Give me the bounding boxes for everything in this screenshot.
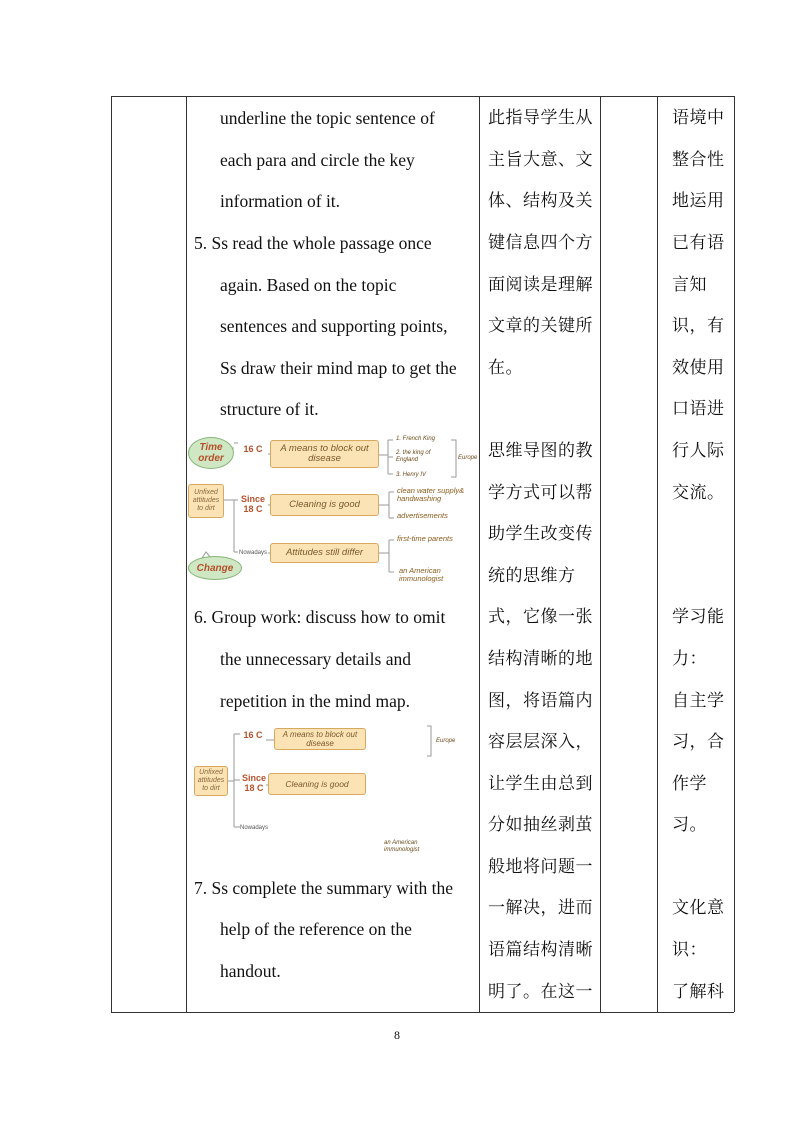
procedure-line: again. Based on the topic	[220, 275, 397, 295]
objective-line: 地运用	[672, 191, 725, 211]
procedure-line: information of it.	[220, 191, 341, 211]
rationale-line: 主旨大意、文	[488, 150, 593, 170]
rationale-line: 键信息四个方	[488, 233, 593, 253]
change-bubble: Change	[188, 556, 242, 580]
objective-line: 交流。	[672, 483, 725, 503]
procedure-line: Ss draw their mind map to get the	[220, 358, 457, 378]
leaf-label: advertisements	[397, 511, 448, 520]
rationale-line: 结构清晰的地	[488, 649, 593, 669]
objective-line: 作学	[672, 774, 707, 794]
rationale-line: 分如抽丝剥茧	[488, 815, 593, 835]
center-box: Unfixed attitudes to dirt	[188, 484, 224, 518]
procedure-line: 6. Group work: discuss how to omit	[194, 607, 446, 627]
leaf-label: an American immunologist	[384, 840, 420, 853]
rationale-line: 面阅读是理解	[488, 275, 593, 295]
center-box: Unfixed attitudes to dirt	[194, 766, 228, 796]
procedure-line: handout.	[220, 961, 281, 981]
leaf-label: 3. Henry IV	[396, 472, 427, 478]
topic-box: A means to block out disease	[270, 440, 379, 468]
table-bottom-border	[111, 1012, 734, 1013]
objective-line: 力：	[672, 649, 707, 669]
rationale-line: 明了。在这一	[488, 982, 593, 1002]
era-label: Nowadays	[239, 825, 268, 831]
rationale-line: 统的思维方	[488, 566, 576, 586]
leaf-label: an American immunologist	[399, 566, 444, 583]
procedure-line: 5. Ss read the whole passage once	[194, 233, 432, 253]
mind-map-full	[186, 432, 479, 588]
rationale-line: 让学生由总到	[488, 774, 593, 794]
objective-line: 口语进	[672, 399, 725, 419]
topic-box: Attitudes still differ	[270, 543, 379, 563]
procedure-line: the unnecessary details and	[220, 649, 411, 669]
objective-line: 整合性	[672, 150, 725, 170]
leaf-label: first-time parents	[397, 534, 453, 543]
era-label: 16 C	[243, 444, 263, 454]
procedure-line: sentences and supporting points,	[220, 316, 448, 336]
objective-line: 已有语	[672, 233, 725, 253]
objective-line: 效使用	[672, 358, 725, 378]
table-col-border-4	[600, 96, 601, 1012]
era-label: Since 18 C	[241, 773, 266, 793]
rationale-line: 思维导图的教	[488, 441, 593, 461]
mind-map-simplified	[186, 722, 479, 862]
objective-line: 了解科	[672, 982, 725, 1002]
objective-line: 自主学	[672, 691, 725, 711]
page-number: 8	[394, 1028, 400, 1042]
era-label: Nowadays	[238, 550, 267, 556]
table-col-border-6	[734, 96, 735, 1012]
era-label: 16 C	[243, 730, 263, 740]
topic-box: Cleaning is good	[268, 773, 366, 795]
procedure-line: repetition in the mind map.	[220, 691, 411, 711]
rationale-line: 般地将问题一	[488, 857, 593, 877]
topic-box: Cleaning is good	[270, 494, 379, 516]
rationale-line: 此指导学生从	[488, 108, 593, 128]
table-col-border-5	[657, 96, 658, 1012]
objective-line: 习。	[672, 815, 707, 835]
rationale-line: 在。	[488, 358, 523, 378]
leaf-label: 1. French King	[396, 436, 436, 442]
objective-line: 语境中	[672, 108, 725, 128]
objective-line: 行人际	[672, 441, 725, 461]
rationale-line: 一解决，进而	[488, 898, 593, 918]
era-label: Since 18 C	[240, 494, 265, 514]
objective-line: 识，有	[672, 316, 725, 336]
objective-line: 言知	[672, 275, 707, 295]
procedure-line: help of the reference on the	[220, 919, 412, 939]
time-order-bubble: Time order	[188, 437, 234, 469]
rationale-line: 文章的关键所	[488, 316, 593, 336]
leaf-label: Europe	[436, 738, 456, 744]
rationale-line: 容层层深入，	[488, 732, 593, 752]
table-col-border-1	[111, 96, 112, 1012]
objective-line: 文化意	[672, 898, 725, 918]
rationale-line: 语篇结构清晰	[488, 940, 593, 960]
rationale-line: 体、结构及关	[488, 191, 593, 211]
rationale-line: 学方式可以帮	[488, 483, 593, 503]
procedure-line: each para and circle the key	[220, 150, 415, 170]
procedure-line: underline the topic sentence of	[220, 108, 435, 128]
procedure-line: 7. Ss complete the summary with the	[194, 878, 454, 898]
objective-line: 学习能	[672, 607, 725, 627]
table-col-border-3	[479, 96, 480, 1012]
table-top-border	[111, 96, 734, 97]
rationale-line: 助学生改变传	[488, 524, 593, 544]
objective-line: 识：	[672, 940, 707, 960]
leaf-label: Europe	[458, 455, 478, 461]
topic-box: A means to block out disease	[274, 728, 366, 750]
rationale-line: 式，它像一张	[488, 607, 593, 627]
rationale-line: 图，将语篇内	[488, 691, 593, 711]
procedure-line: structure of it.	[220, 399, 319, 419]
leaf-label: clean water supply& handwashing	[397, 486, 465, 503]
leaf-label: 2. the king of England	[396, 450, 431, 463]
objective-line: 习，合	[672, 732, 725, 752]
